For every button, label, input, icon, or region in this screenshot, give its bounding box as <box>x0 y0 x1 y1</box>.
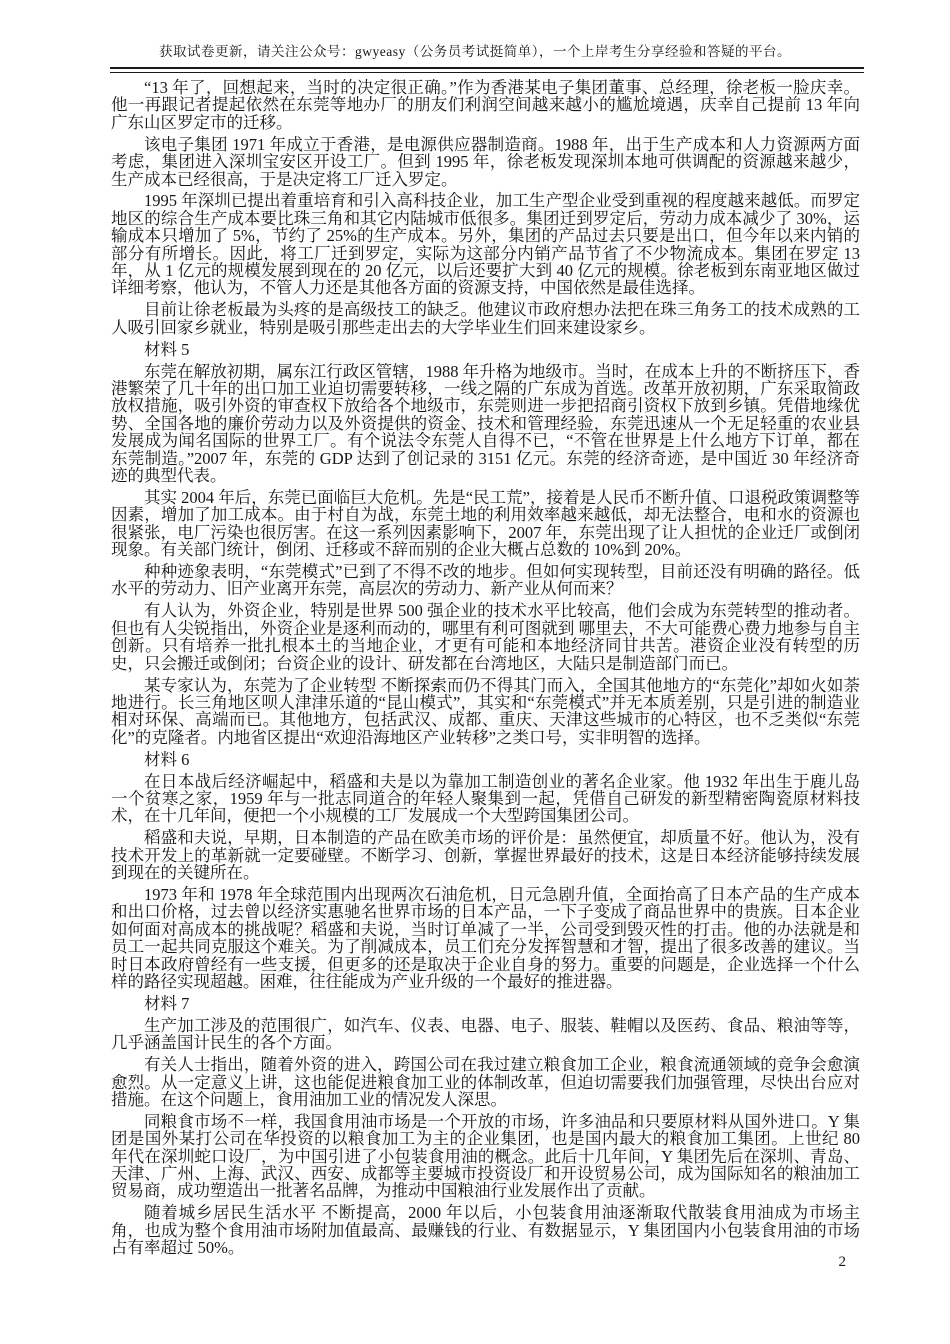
paragraph-dongguan-crisis: 其实 2004 年后，东莞已面临巨大危机。先是“民工荒”，接着是人民币不断升值、口退税政策调整等因素，增加了加工成本。由于村自为战，东莞土地的利用效率越来越低，却无法整合，电和水的资源也很紧张，电厂污染也很厉害。在这一系列因素影响下，2007 年，东莞出现了让人担忧的企业迁厂或倒闭现象。有关部门统计，倒闭、迁移或不辞而别的企业大概占总数的 10%到 20%。 <box>111 487 860 560</box>
paragraph-foreign-enterprises: 有人认为，外资企业，特别是世界 500 强企业的技术水平比较高，他们会成为东莞转型的推动者。但也有人尖锐指出，外资企业是逐利而动的，哪里有利可图就到 哪里去，不大可能费心费力地参与自主创新。只有培养一批扎根本土的当地企业，才更有可能和本地经济同甘共苦。港资企业没有转型的历史，只会搬迁或倒闭；台资企业的设计、研发都在台湾地区，大陆只是制造部门而已。 <box>111 601 860 673</box>
paragraph-edible-oil-market: 同粮食市场不一样，我国食用油市场是一个开放的市场，许多油品和只要原材料从国外进口。Y 集团是国外某打公司在华投资的以粮食加工为主的企业集团，也是国内最大的粮食加工集团。上世纪 80 年代在深圳蛇口设厂，为中国引进了小包装食用油的概念。此后十几年间，Y 集团先后在深圳、青岛、天津、广州、上海、武汉、西安、成都等主要城市投资设厂和开设贸易公司，成为国际知名的粮油加工贸易商，成功塑造出一批著名品牌，为推动中国粮油行业发展作出了贡献。 <box>111 1111 860 1201</box>
paragraph-dongguan-model-change: 种种迹象表明，“东莞模式”已到了不得不改的地步。但如何实现转型，目前还没有明确的路径。低水平的劳动力、旧产业离开东莞，高层次的劳动力、新产业从何而来？ <box>111 562 860 599</box>
header-divider <box>110 67 864 73</box>
page-header <box>0 0 950 73</box>
paragraph-skilled-workers: 目前让徐老板最为头疼的是高级技工的缺乏。他建议市政府想办法把在珠三角务工的技术成熟的工人吸引回家乡就业，特别是吸引那些走出去的大学毕业生们回来建设家乡。 <box>111 300 860 337</box>
paragraph-expert-opinion: 某专家认为，东莞为了企业转型 不断探索而仍不得其门而入，全国其他地方的“东莞化”却如火如荼地进行。长三角地区呗人津津乐道的“昆山模式”，其实和“东莞模式”并无本质差别，只是引进的制造业相对环保、高端而已。其他地方，包括武汉、成都、重庆、天津这些城市的心特区，也不乏类似“东莞化”的克隆者。内地省区提出“欢迎沿海地区产业转移”之类口号，实非明智的选择。 <box>111 675 860 747</box>
paragraph-oil-crisis: 1973 年和 1978 年全球范围内出现两次石油危机，日元急剧升值，全面抬高了日本产品的生产成本和出口价格，过去曾以经济实惠驰名世界市场的日本产品，一下子变成了商品世界中的贵族。日本企业如何面对高成本的挑战呢？稻盛和夫说，当时订单减了一半，公司受到毁灭性的打击。他的办法就是和员工一起共同克服这个难关。为了削减成本，员工们充分发挥智慧和才智，提出了很多改善的建议。当时日本政府曾经有一些支援，但更多的还是取决于企业自身的努力。重要的问题是，企业选择一个什么样的路径实现超越。困难，往往能成为产业升级的一个最好的推进器。 <box>111 884 860 991</box>
paragraph-grain-processing: 有关人士指出，随着外资的进入，跨国公司在我过建立粮食加工企业，粮食流通领域的竞争会愈演愈烈。从一定意义上讲，这也能促进粮食加工业的体制改革，但迫切需要我们加强管理，尽快出台应对措施。在这个问题上，食用油加工业的情况发人深思。 <box>111 1055 860 1109</box>
material-5-heading: 材料 5 <box>144 339 190 359</box>
document-body <box>111 79 860 1257</box>
paragraph-dongguan-rise: 东莞在解放初期，属东江行政区管辖，1988 年升格为地级市。当时，在成本上升的不断挤压下，香港繁荣了几十年的出口加工业迫切需要转移，一线之隔的广东成为首选。改革开放初期，广东采取简政放权措施，吸引外资的审查权下放给各个地级市，东莞则进一步把招商引资权下放到乡镇。凭借地缘优势、全国各地的廉价劳动力以及外资提供的资金、技术和管理经验，东莞迅速从一个无足轻重的农业县发展成为闻名国际的世界工厂。有个说法令东莞人自得不已，“不管在世界是上什么地方下订单，都在东莞制造。”2007 年，东莞的 GDP 达到了创记录的 3151 亿元。东莞的经济奇迹，是中国近 30 年经济奇迹的典型代表。 <box>111 361 860 486</box>
paragraph-inamori-intro: 在日本战后经济崛起中，稻盛和夫是以为靠加工制造创业的著名企业家。他 1932 年出生于鹿儿岛一个贫寒之家，1959 年与一批志同道合的年轻人聚集到一起，凭借自己研发的新型精密陶瓷原材料技术，在十几年间，便把一个小规模的工厂发展成一个大型跨国集团公司。 <box>111 771 860 826</box>
page-number: 2 <box>838 1254 846 1270</box>
paragraph-relocation-costs: 1995 年深圳已提出着重培育和引入高科技企业，加工生产型企业受到重视的程度越来越低。而罗定地区的综合生产成本要比珠三角和其它内陆城市低很多。集团迁到罗定后，劳动力成本减少了 30%，运输成本只增加了 5%，节约了 25%的生产成本。另外，集团的产品过去只要是出口，但今年以来内销的部分有所增长。因此，将工厂迁到罗定，实际为这部分内销产品节省了不少物流成本。集团在罗定 13 年，从 1 亿元的规模发展到现在的 20 亿元，以后还要扩大到 40 亿元的规模。徐老板到东南亚地区做过详细考察，他认为，不管人力还是其他各方面的资源支持，中国依然是最佳选择。 <box>111 191 860 298</box>
paragraph-processing-scope: 生产加工涉及的范围很广，如汽车、仪表、电器、电子、服装、鞋帽以及医药、食品、粮油等等，几乎涵盖国计民生的各个方面。 <box>111 1015 860 1053</box>
material-7-heading: 材料 7 <box>144 993 190 1013</box>
header-notice-text: 获取试卷更新，请关注公众号：gwyeasy（公务员考试挺简单），一个上岸考生分享经验和答疑的平台。 <box>159 44 791 59</box>
paragraph-quote-13-years: “13 年了，回想起来，当时的决定很正确。”作为香港某电子集团董事、总经理，徐老板一脸庆幸。他一再跟记者提起依然在东莞等地办厂的朋友们利润空间越来越小的尴尬境遇，庆幸自己提前 13 年向广东山区罗定市的迁移。 <box>111 78 860 132</box>
paragraph-group-history: 该电子集团 1971 年成立于香港，是电源供应器制造商。1988 年，出于生产成本和人力资源两方面考虑，集团进入深圳宝安区开设工厂。但到 1995 年，徐老板发现深圳本地可供调配的资源越来越少，生产成本已经很高，于是决定将工厂迁入罗定。 <box>111 134 860 189</box>
material-6-heading: 材料 6 <box>144 749 190 769</box>
paragraph-inamori-quality: 稻盛和夫说，早期，日本制造的产品在欧美市场的评价是：虽然便宜，却质量不好。他认为，没有技术开发上的革新就一定要碰壁。不断学习、创新，掌握世界最好的技术，这是日本经济能够持续发展到现在的关键所在。 <box>111 828 860 883</box>
paragraph-packaged-oil: 随着城乡居民生活水平 不断提高，2000 年以后，小包装食用油逐渐取代散装食用油成为市场主角，也成为整个食用油市场附加值最高、最赚钱的行业、有数据显示，Y 集团国内小包装食用油的市场占有率超过 50%。 <box>111 1203 860 1258</box>
